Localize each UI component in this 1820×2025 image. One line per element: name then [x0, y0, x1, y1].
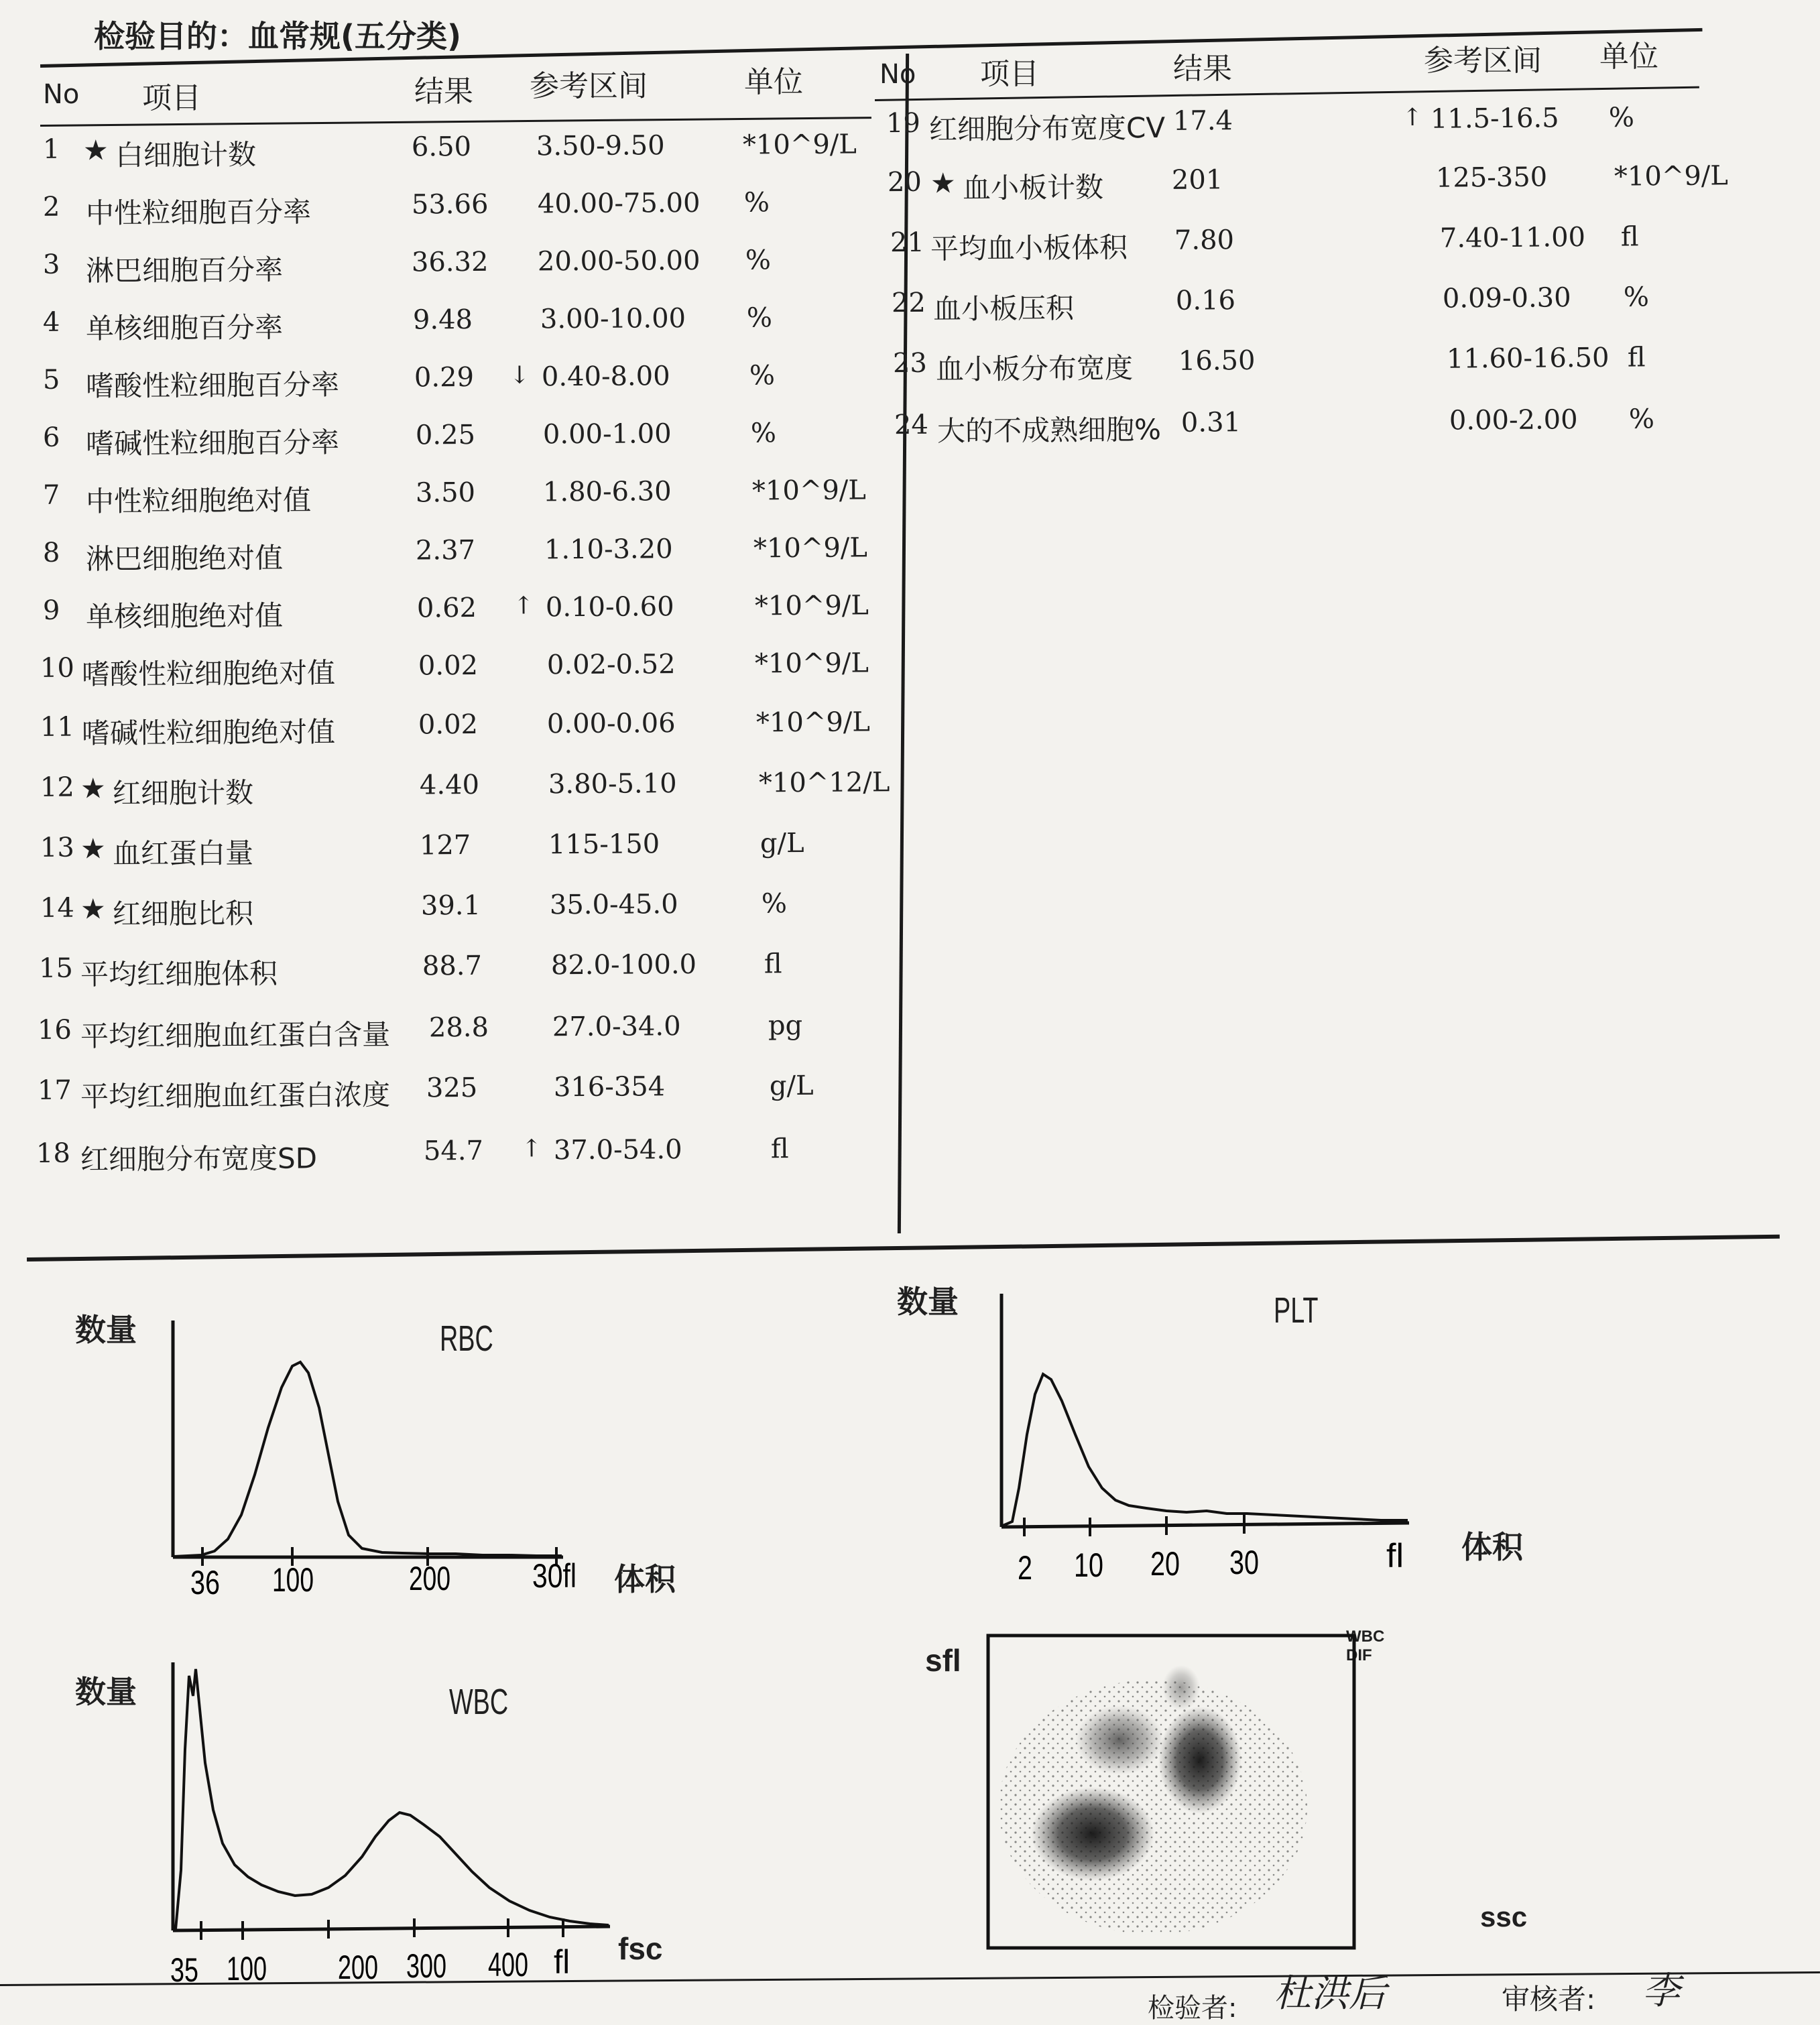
table-row [40, 827, 901, 873]
row-result: 3.50 [415, 477, 476, 509]
row-result: 17.4 [1172, 105, 1233, 137]
row-item: 血小板分布宽度 [935, 351, 1134, 386]
left-header-item: 项目 [142, 81, 201, 115]
plt-tick-2: 2 [1018, 1549, 1032, 1587]
row-result: 9.48 [412, 304, 473, 336]
header-rule [40, 117, 871, 127]
row-no: 7 [42, 479, 60, 511]
row-result: 127 [419, 829, 471, 861]
left-header-unit: 单位 [744, 65, 803, 99]
plt-title: PLT [1274, 1290, 1319, 1331]
row-unit: *10^9/L [753, 532, 867, 564]
wbc-x-axis [173, 1926, 610, 1930]
row-no: 15 [38, 953, 74, 984]
row-result: 201 [1171, 164, 1223, 196]
row-range: 3.00-10.00 [540, 303, 686, 335]
table-row [890, 221, 1775, 267]
right-header-item: 项目 [980, 57, 1039, 91]
scatter-tag-wbc: WBC [1346, 1628, 1385, 1646]
row-unit: *10^9/L [751, 475, 866, 507]
row-item: 平均红细胞体积 [80, 957, 278, 991]
rbc-curve [174, 1362, 562, 1556]
table-row [38, 1070, 901, 1115]
plt-histogram [992, 1287, 1421, 1587]
table-row [894, 403, 1779, 450]
page-title: 检验目的：血常规(五分类) [94, 18, 462, 54]
row-unit: % [1608, 102, 1635, 133]
table-row [43, 475, 901, 520]
table-row [43, 359, 901, 405]
row-item: 嗜碱性粒细胞百分率 [85, 426, 340, 461]
wbc-tick-35: 35 [170, 1951, 198, 1989]
rbc-tick-100: 100 [272, 1561, 314, 1599]
row-result: 0.02 [418, 650, 479, 682]
row-unit: % [743, 187, 770, 219]
table-row [886, 101, 1771, 148]
row-unit: *10^9/L [1614, 160, 1729, 192]
row-item: 白细胞计数 [115, 137, 257, 172]
row-item: 淋巴细胞绝对值 [85, 541, 284, 576]
table-row [43, 244, 901, 290]
scatter-xlabel: ssc [1480, 1901, 1528, 1932]
row-no: 19 [886, 107, 921, 139]
row-unit: *10^12/L [758, 767, 890, 799]
table-row [43, 186, 901, 232]
row-item: 中性粒细胞绝对值 [85, 483, 312, 518]
row-item: 红细胞分布宽度SD [80, 1142, 318, 1176]
table-row [40, 707, 901, 752]
row-no: 3 [42, 249, 60, 280]
plt-ylabel: 数量 [897, 1284, 959, 1320]
left-header-no: No [43, 79, 80, 110]
cluster-eosinophil [1162, 1665, 1200, 1711]
row-item: 红细胞分布宽度CV [928, 111, 1166, 146]
reviewer-label: 审核者: [1502, 1983, 1596, 2016]
plt-x-axis [1002, 1523, 1409, 1527]
row-item: 平均血小板体积 [930, 231, 1128, 265]
table-row [893, 341, 1778, 388]
rbc-tick-30fl: 30fl [532, 1557, 577, 1595]
row-result: 88.7 [422, 950, 483, 982]
row-item: 平均红细胞血红蛋白含量 [80, 1018, 391, 1053]
plt-xlabel: 体积 [1461, 1529, 1523, 1565]
row-range: 27.0-34.0 [552, 1011, 681, 1043]
row-no: 13 [40, 832, 75, 863]
rbc-xlabel: 体积 [614, 1561, 676, 1597]
cluster-neutrophil [1158, 1707, 1241, 1814]
table-row [39, 948, 901, 993]
row-range: 35.0-45.0 [549, 889, 678, 921]
row-unit: *10^9/L [742, 129, 857, 161]
scatter-tag-dif: DIF [1346, 1646, 1372, 1664]
row-item: 嗜碱性粒细胞绝对值 [81, 715, 336, 750]
wbc-xlabel: fsc [618, 1931, 663, 1966]
row-no: 21 [890, 227, 925, 259]
table-row [40, 887, 901, 933]
row-item: 大的不成熟细胞% [936, 413, 1162, 448]
row-item: 平均红细胞血红蛋白浓度 [80, 1078, 391, 1113]
row-no: 24 [894, 409, 929, 441]
row-item: 血小板计数 [962, 170, 1104, 205]
row-item: 红细胞计数 [112, 776, 254, 810]
table-row [43, 590, 901, 635]
row-unit: % [750, 418, 777, 449]
row-star-icon: ★ [80, 772, 106, 805]
row-result: 6.50 [411, 131, 472, 163]
row-range: 0.00-1.00 [542, 418, 672, 450]
row-range: 316-354 [553, 1071, 666, 1103]
row-item: 单核细胞绝对值 [85, 599, 284, 633]
row-range: 40.00-75.00 [537, 187, 701, 220]
table-row [40, 767, 901, 812]
row-result: 16.50 [1178, 345, 1256, 377]
row-unit: fl [1620, 221, 1639, 253]
table-row [43, 417, 901, 463]
row-range: 3.80-5.10 [548, 768, 677, 800]
row-result: 0.62 [416, 592, 477, 624]
row-no: 5 [42, 364, 60, 395]
tester-signature: 杜洪后 [1274, 1972, 1386, 2016]
row-unit: *10^9/L [754, 590, 869, 622]
table-bottom-rule [27, 1235, 1780, 1262]
row-unit: % [746, 302, 773, 334]
row-no: 18 [36, 1138, 71, 1169]
row-item: 单核细胞百分率 [85, 310, 284, 345]
row-range: 20.00-50.00 [537, 245, 701, 278]
row-star-icon: ★ [930, 166, 956, 200]
wbc-dif-scattergram [985, 1633, 1361, 1955]
row-no: 11 [40, 711, 75, 743]
row-result: 36.32 [411, 246, 489, 278]
right-header-result: 结果 [1173, 52, 1232, 86]
row-no: 20 [887, 166, 922, 198]
row-no: 14 [40, 892, 75, 924]
plt-tick-fl: fl [1386, 1537, 1404, 1575]
cluster-monocyte [1075, 1705, 1164, 1775]
table-row [43, 532, 901, 578]
row-result: 325 [426, 1072, 478, 1104]
row-unit: % [761, 888, 788, 920]
left-header-result: 结果 [414, 74, 473, 109]
plt-tick-20: 20 [1150, 1545, 1180, 1583]
row-unit: pg [768, 1009, 803, 1042]
table-row [43, 129, 901, 174]
row-no: 23 [892, 347, 928, 379]
row-range: 1.10-3.20 [544, 534, 673, 566]
row-result: 7.80 [1174, 225, 1235, 256]
row-range: 0.10-0.60 [545, 591, 674, 623]
row-range: 7.40-11.00 [1439, 222, 1586, 254]
wbc-tick-fl: fl [554, 1943, 570, 1981]
row-flag: ↓ [509, 361, 530, 389]
row-range: 1.80-6.30 [542, 476, 672, 508]
row-result: 0.25 [415, 419, 476, 451]
right-header-unit: 单位 [1599, 40, 1658, 74]
row-star-icon: ★ [80, 892, 106, 926]
row-range: 37.0-54.0 [553, 1134, 682, 1166]
row-range: 0.00-2.00 [1449, 404, 1578, 436]
row-no: 16 [37, 1014, 72, 1046]
row-result: 53.66 [411, 188, 489, 221]
row-result: 39.1 [420, 889, 481, 922]
row-star-icon: ★ [80, 832, 106, 865]
row-no: 2 [42, 191, 60, 223]
row-item: 血红蛋白量 [112, 836, 254, 871]
table-row [888, 160, 1772, 207]
wbc-tick-300: 300 [406, 1947, 446, 1985]
row-result: 2.37 [415, 534, 476, 566]
row-range: 3.50-9.50 [536, 130, 665, 162]
right-header-range: 参考区间 [1424, 44, 1542, 78]
table-row [40, 648, 901, 693]
row-flag: ↑ [513, 592, 534, 620]
row-unit: fl [764, 948, 782, 980]
reviewer-signature: 李 [1642, 1969, 1680, 2013]
row-result: 0.31 [1180, 407, 1241, 438]
row-no: 9 [42, 595, 60, 626]
row-item: 淋巴细胞百分率 [85, 253, 284, 288]
table-row [43, 302, 901, 347]
table-row [38, 1009, 901, 1055]
row-no: 4 [42, 306, 60, 338]
rbc-tick-200: 200 [409, 1560, 450, 1597]
row-no: 17 [37, 1075, 72, 1106]
plt-tick-30: 30 [1229, 1544, 1259, 1581]
rbc-tick-36: 36 [190, 1564, 220, 1601]
row-no: 10 [40, 652, 75, 684]
tester-label: 检验者: [1148, 1993, 1237, 2024]
wbc-tick-100: 100 [227, 1950, 267, 1987]
row-range: 82.0-100.0 [550, 948, 697, 981]
row-result: 0.02 [418, 709, 479, 741]
wbc-histogram [161, 1656, 630, 2004]
scatter-ylabel: sfl [925, 1643, 961, 1678]
table-row [892, 281, 1776, 328]
plt-curve [1003, 1374, 1408, 1526]
row-no: 6 [42, 422, 60, 453]
row-unit: % [745, 245, 772, 276]
row-no: 22 [891, 287, 926, 319]
row-unit: *10^9/L [755, 707, 870, 739]
row-unit: g/L [760, 827, 804, 859]
wbc-ylabel: 数量 [75, 1674, 137, 1710]
row-range: 115-150 [548, 829, 660, 861]
row-range: 11.60-16.50 [1446, 342, 1610, 375]
row-range: 11.5-16.5 [1430, 103, 1559, 135]
row-unit: g/L [769, 1070, 814, 1102]
row-no: 12 [40, 772, 75, 803]
table-row [36, 1133, 901, 1178]
row-result: 4.40 [419, 769, 480, 801]
row-unit: *10^9/L [754, 648, 869, 680]
row-item: 血小板压积 [932, 292, 1075, 326]
row-item: 嗜酸性粒细胞百分率 [85, 368, 340, 403]
row-range: 0.02-0.52 [546, 649, 676, 681]
row-range: 0.09-0.30 [1442, 282, 1571, 314]
row-no: 1 [42, 133, 60, 165]
row-range: 0.00-0.06 [546, 708, 676, 740]
row-result: 0.16 [1175, 285, 1236, 316]
row-item: 红细胞比积 [112, 896, 254, 931]
row-no: 8 [42, 537, 60, 568]
row-result: 54.7 [423, 1135, 484, 1167]
row-unit: % [749, 360, 776, 391]
row-item: 嗜酸性粒细胞绝对值 [81, 656, 336, 691]
wbc-title: WBC [449, 1682, 509, 1722]
row-range: 125-350 [1435, 162, 1548, 194]
rbc-ylabel: 数量 [75, 1312, 137, 1348]
row-unit: % [1623, 282, 1650, 313]
row-range: 0.40-8.00 [541, 361, 670, 393]
row-result: 28.8 [428, 1011, 489, 1044]
right-header-no: No [879, 59, 916, 90]
row-unit: fl [770, 1133, 789, 1165]
left-header-range: 参考区间 [530, 69, 648, 103]
row-unit: % [1628, 404, 1655, 435]
row-flag: ↑ [1402, 103, 1423, 132]
row-result: 0.29 [414, 361, 475, 393]
row-star-icon: ★ [82, 133, 109, 167]
wbc-tick-200: 200 [338, 1949, 378, 1986]
wbc-curve [176, 1669, 609, 1929]
rbc-histogram [161, 1314, 577, 1601]
rbc-title: RBC [440, 1318, 493, 1359]
wbc-tick-400: 400 [488, 1946, 528, 1983]
row-item: 中性粒细胞百分率 [85, 195, 312, 230]
cluster-lymphocyte [1031, 1787, 1154, 1881]
plt-tick-10: 10 [1074, 1546, 1103, 1584]
row-unit: fl [1627, 342, 1646, 373]
row-flag: ↑ [521, 1135, 542, 1163]
